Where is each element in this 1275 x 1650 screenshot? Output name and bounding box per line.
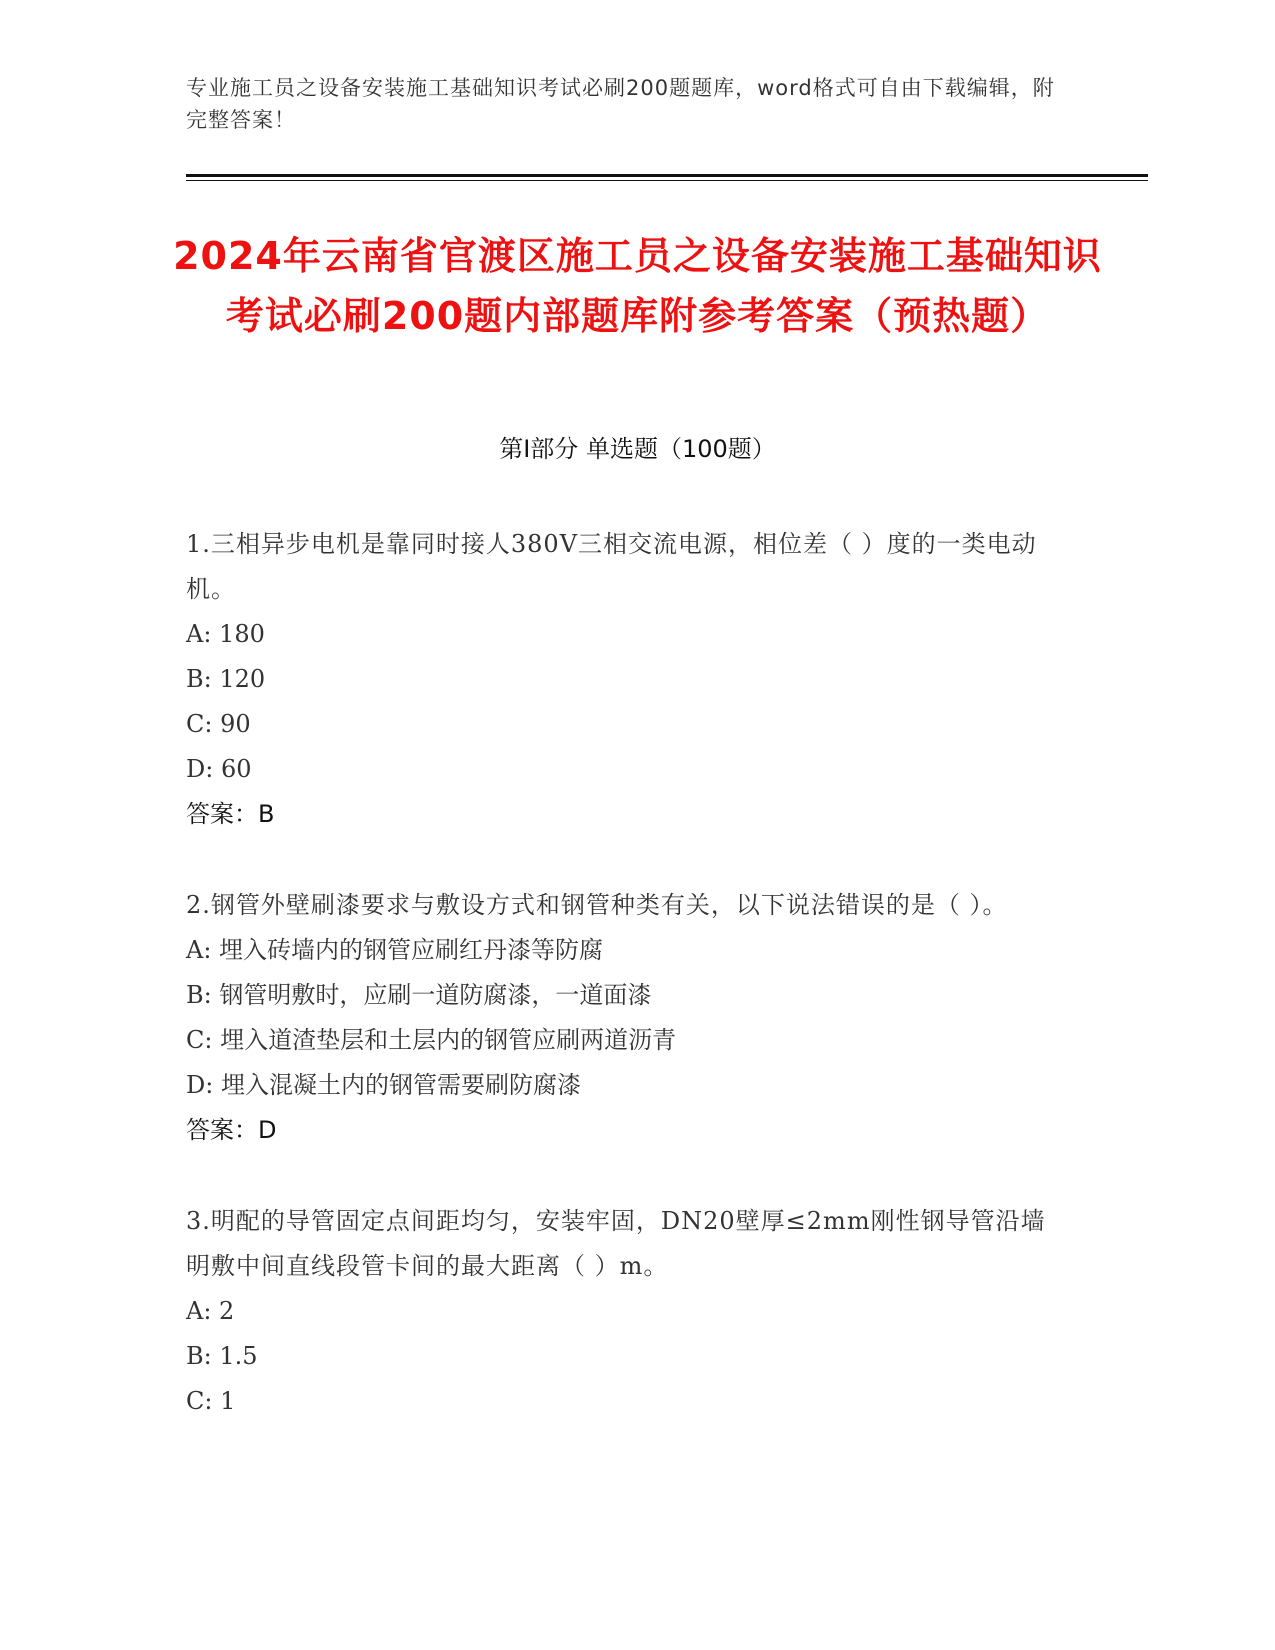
- header-divider-thick: [186, 174, 1148, 177]
- option-b: B: 钢管明敷时，应刷一道防腐漆，一道面漆: [186, 981, 652, 1009]
- question-stem: 3.明配的导管固定点间距均匀，安装牢固，DN20壁厚≤2mm刚性钢导管沿墙明敷中间直线段管卡间的最大距离（ ）m。: [186, 1207, 1046, 1280]
- option-d: D: 埋入混凝土内的钢管需要刷防腐漆: [186, 1071, 581, 1099]
- option-a: A: 180: [186, 620, 265, 648]
- question-1: [186, 522, 1056, 837]
- option-c: C: 90: [186, 710, 251, 738]
- question-stem: 1.三相异步电机是靠同时接人380V三相交流电源，相位差（ ）度的一类电动机。: [186, 530, 1037, 603]
- answer: 答案：B: [186, 800, 275, 828]
- question-2: [186, 883, 1056, 1153]
- question-list: [186, 522, 1056, 1470]
- option-c: C: 1: [186, 1387, 236, 1415]
- question-3: [186, 1199, 1056, 1424]
- option-b: B: 1.5: [186, 1342, 258, 1370]
- answer: 答案：D: [186, 1116, 277, 1144]
- header-divider-thin: [186, 180, 1148, 181]
- header-note: 专业施工员之设备安装施工基础知识考试必刷200题题库，word格式可自由下载编辑，附完整答案！: [186, 76, 1055, 132]
- section-title: 第Ⅰ部分 单选题（100题）: [499, 435, 776, 463]
- document-title: 2024年云南省官渡区施工员之设备安装施工基础知识考试必刷200题内部题库附参考答案（预热题）: [173, 234, 1102, 338]
- option-a: A: 2: [186, 1297, 235, 1325]
- option-c: C: 埋入道渣垫层和土层内的钢管应刷两道沥青: [186, 1026, 677, 1054]
- question-stem: 2.钢管外壁刷漆要求与敷设方式和钢管种类有关，以下说法错误的是（ ）。: [186, 891, 1008, 919]
- option-b: B: 120: [186, 665, 266, 693]
- option-a: A: 埋入砖墙内的钢管应刷红丹漆等防腐: [186, 936, 604, 964]
- option-d: D: 60: [186, 755, 252, 783]
